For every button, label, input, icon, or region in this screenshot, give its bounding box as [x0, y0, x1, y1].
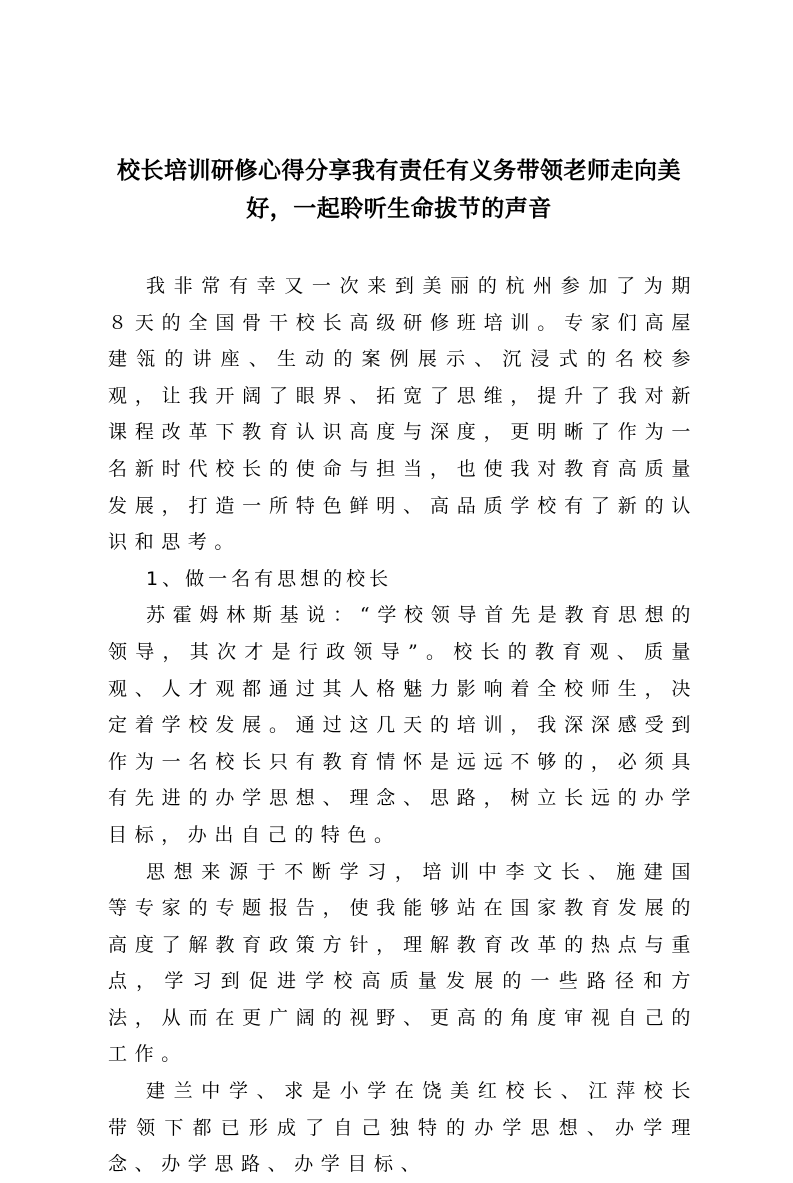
paragraph-intro: 我非常有幸又一次来到美丽的杭州参加了为期８天的全国骨干校长高级研修班培训。专家们高屋建瓴的讲座、生动的案例展示、沉浸式的名校参观，让我开阔了眼界、拓宽了思维，提升了我对新课程改革下教育认识高度与深度，更明晰了作为一名新时代校长的使命与担当，也使我对教育高质量发展，打造一所特色鲜明、高品质学校有了新的认识和思考。 — [108, 275, 698, 554]
paragraph: 思想来源于不断学习，培训中李文长、施建国等专家的专题报告，使我能够站在国家教育发展的高度了解教育政策方针，理解教育改革的热点与重点，学习到促进学校高质量发展的一些路径和方法，从而在更广阔的视野、更高的角度审视自己的工作。 — [108, 860, 698, 1066]
document-body — [108, 268, 698, 1183]
paragraph: 建兰中学、求是小学在饶美红校长、江萍校长带领下都已形成了自己独特的办学思想、办学理念、办学思路、办学目标、 — [108, 1080, 698, 1176]
paragraph: 苏霍姆林斯基说：“学校领导首先是教育思想的领导，其次才是行政领导”。校长的教育观、质量观、人才观都通过其人格魅力影响着全校师生，决定着学校发展。通过这几天的培训，我深深感受到作为一名校长只有教育情怀是远远不够的，必须具有先进的办学思想、理念、思路，树立长远的办学目标，办出自己的特色。 — [108, 604, 698, 846]
section-heading: 1、做一名有思想的校长 — [146, 567, 393, 590]
document-title: 校长培训研修心得分享我有责任有义务带领老师走向美好，一起聆听生命拔节的声音 — [117, 158, 681, 222]
document-page — [108, 152, 698, 1183]
